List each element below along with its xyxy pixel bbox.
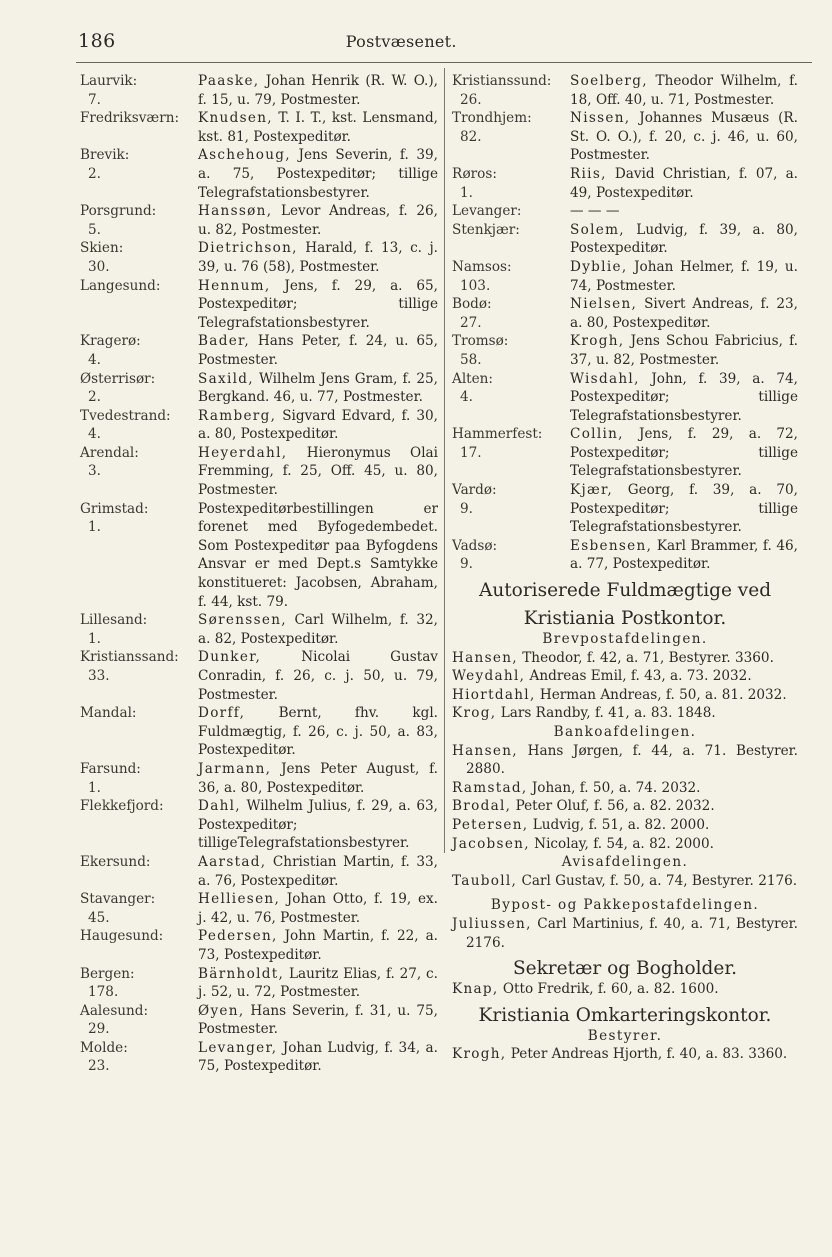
person-details: Jens Schou Fabricius, f. 37, u. 82, Postmester. — [570, 333, 798, 368]
place-cell — [80, 407, 198, 444]
person-name: Hansen, — [452, 649, 518, 666]
directory-entry — [80, 704, 440, 760]
person-details: Theodor, f. 42, a. 71, Bestyrer. 3360. — [517, 649, 774, 666]
entry-description — [198, 611, 438, 648]
place-name: Vardø: — [452, 482, 497, 499]
omkartering-heading: Kristiania Omkarteringskontor. — [478, 1004, 772, 1026]
bypost-title: Bypost- og Pakkepostafdelingen. — [490, 897, 760, 914]
brevpost-list — [452, 649, 798, 723]
person-details: Hans Severin, f. 31, u. 75, Postmester. — [198, 1002, 438, 1038]
person-name: Saxild, — [198, 370, 254, 387]
place-name: Tvedestrand: — [80, 407, 171, 424]
place-cell — [80, 704, 198, 760]
directory-entry — [80, 853, 440, 890]
person-name: Wisdahl, — [570, 370, 640, 387]
entry-description — [198, 277, 438, 333]
right-entry-list — [452, 72, 798, 574]
person-name: Tauboll, — [452, 872, 518, 889]
person-details: Sivert Andreas, f. 23, a. 80, Postexpeditør. — [570, 296, 798, 331]
person-details: T. I. T., kst. Lensmand, kst. 81, Postexpeditør. — [198, 110, 438, 145]
person-name: Jarmann, — [198, 760, 272, 777]
place-cell — [452, 72, 570, 109]
directory-entry — [452, 109, 798, 165]
directory-entry — [80, 1002, 440, 1039]
directory-entry — [80, 611, 440, 648]
place-number: 17. — [460, 444, 482, 461]
person-name: Krogh, — [570, 333, 625, 350]
place-cell — [80, 760, 198, 797]
person-name: Soelberg, — [570, 73, 648, 89]
place-cell — [452, 537, 570, 574]
place-cell — [452, 202, 570, 221]
place-cell — [80, 797, 198, 853]
staff-line — [452, 742, 798, 779]
person-name: Aarstad, — [198, 853, 267, 870]
place-number: 45. — [88, 909, 110, 926]
place-name: Vadsø: — [452, 537, 498, 554]
place-number: 4. — [460, 389, 473, 406]
directory-entry — [80, 500, 440, 612]
place-name: Alten: — [452, 370, 494, 387]
banko-list — [452, 742, 798, 854]
person-details: Peter Oluf, f. 56, a. 82. 2032. — [511, 798, 715, 815]
place-number: 103. — [460, 277, 491, 294]
person-name: Dorff, — [198, 705, 246, 722]
page-number: 186 — [78, 30, 116, 52]
person-details: Jens, f. 29, a. 65, Postexpeditør; tillige Telegrafstationsbestyrer. — [198, 277, 438, 331]
person-name: Hiortdahl, — [452, 686, 536, 703]
place-name: Tromsø: — [452, 333, 509, 350]
directory-entry — [452, 202, 798, 221]
place-cell — [452, 165, 570, 202]
person-name: Nielsen, — [570, 296, 638, 313]
directory-entry — [452, 165, 798, 202]
entry-description — [198, 927, 438, 964]
person-details: Bernt, fhv. kgl. Fuldmægtig, f. 26, c. j. 50, a. 83, Postexpeditør. — [198, 705, 438, 759]
person-details: Johan Ludvig, f. 34, a. 75, Postexpeditør. — [198, 1039, 438, 1075]
page-header — [78, 30, 802, 56]
entry-description — [198, 72, 438, 109]
place-cell — [80, 965, 198, 1002]
person-details: Johan Henrik (R. W. O.), f. 15, u. 79, Postmester. — [198, 73, 438, 108]
place-number: 5. — [88, 221, 101, 238]
avis-list — [452, 872, 798, 891]
directory-entry — [80, 890, 440, 927]
person-details: Wilhelm Julius, f. 29, a. 63, Postexpeditør; tilligeTelegrafstationsbestyrer. — [198, 798, 438, 852]
place-number: 1. — [88, 779, 101, 796]
place-name: Grimstad: — [80, 500, 149, 517]
person-details: Ludvig, f. 39, a. 80, Postexpeditør. — [570, 221, 798, 257]
place-cell — [80, 202, 198, 239]
header-rule — [76, 62, 812, 63]
person-details: Levor Andreas, f. 26, u. 82, Postmester. — [198, 203, 438, 238]
place-cell — [80, 611, 198, 648]
omkartering-subtitle: Bestyrer. — [587, 1027, 663, 1044]
person-details: Jens Peter August, f. 36, a. 80, Postexpeditør. — [198, 760, 438, 796]
place-number: 178. — [88, 984, 119, 1001]
staff-line — [452, 704, 798, 723]
place-name: Flekkefjord: — [80, 798, 164, 815]
person-name: Ramstad, — [452, 779, 528, 796]
person-name: Krogh, — [452, 1046, 507, 1063]
place-cell — [80, 370, 198, 407]
staff-line — [452, 779, 798, 798]
column-divider — [444, 68, 445, 853]
place-name: Levanger: — [452, 203, 522, 220]
entry-description — [570, 202, 798, 221]
entry-description — [198, 853, 438, 890]
person-name: Nissen, — [570, 110, 631, 127]
person-name: Knap, — [452, 981, 499, 998]
directory-entry — [80, 1039, 440, 1076]
place-cell — [452, 109, 570, 165]
person-name: Aschehoug, — [198, 147, 291, 164]
staff-line — [452, 649, 798, 668]
place-number: 3. — [88, 463, 101, 480]
place-name: Røros: — [452, 165, 497, 182]
place-name: Stavanger: — [80, 891, 156, 908]
place-cell — [452, 425, 570, 481]
place-cell — [80, 277, 198, 333]
place-name: Kristianssand: — [80, 649, 179, 666]
place-number: 26. — [460, 91, 482, 108]
entry-description — [198, 239, 438, 276]
person-name: Kjær, — [570, 482, 613, 499]
place-cell — [80, 648, 198, 704]
person-details: Hans Jørgen, f. 44, a. 71. Bestyrer. 2880. — [466, 742, 798, 778]
place-name: Porsgrund: — [80, 203, 157, 220]
place-cell — [452, 295, 570, 332]
directory-entry — [80, 332, 440, 369]
entry-description — [198, 146, 438, 202]
place-cell — [452, 221, 570, 258]
directory-entry — [452, 481, 798, 537]
directory-entry — [80, 239, 440, 276]
place-number: 2. — [88, 165, 101, 182]
entry-description — [198, 797, 438, 853]
brevpost-title: Brevpostafdelingen. — [542, 631, 708, 648]
person-details: Nicolay, f. 54, a. 82. 2000. — [529, 835, 714, 852]
entry-description — [198, 444, 438, 500]
directory-entry — [452, 332, 798, 369]
entry-description — [570, 537, 798, 574]
person-details: Johan Helmer, f. 19, u. 74, Postmester. — [570, 258, 798, 294]
entry-description — [570, 370, 798, 426]
place-name: Brevik: — [80, 147, 130, 164]
place-name: Kristianssund: — [452, 73, 552, 89]
place-number: 23. — [88, 1058, 110, 1075]
place-name: Laurvik: — [80, 73, 138, 89]
directory-entry — [452, 221, 798, 258]
person-details: John, f. 39, a. 74, Postexpeditør; tillige Telegrafstationsbestyrer. — [570, 370, 798, 424]
place-name: Arendal: — [80, 444, 139, 461]
place-number: 58. — [460, 351, 482, 368]
entry-description — [198, 648, 438, 704]
directory-entry — [80, 146, 440, 202]
entry-description — [198, 370, 438, 407]
entry-description — [570, 425, 798, 481]
place-name: Skien: — [80, 240, 124, 257]
person-details: Peter Andreas Hjorth, f. 40, a. 83. 3360. — [506, 1046, 788, 1063]
staff-line — [452, 686, 798, 705]
bypost-list — [452, 915, 798, 952]
person-name: Øyen, — [198, 1002, 245, 1019]
person-name: Collin, — [570, 426, 624, 443]
person-details: Johan Otto, f. 19, ex. j. 42, u. 76, Postmester. — [198, 891, 438, 926]
person-name: Hennum, — [198, 277, 271, 294]
person-details: Ludvig, f. 51, a. 82. 2000. — [528, 816, 710, 833]
person-name: Dunker, — [198, 649, 262, 666]
person-name: Esbensen, — [570, 537, 653, 554]
place-name: Haugesund: — [80, 928, 164, 945]
directory-entry — [80, 370, 440, 407]
place-number: 4. — [88, 426, 101, 443]
person-details: Christian Martin, f. 33, a. 76, Postexpeditør. — [198, 853, 438, 889]
running-title: Postvæsenet. — [345, 32, 457, 51]
person-details: Wilhelm Jens Gram, f. 25, Bergkand. 46, u. 77, Postmester. — [198, 370, 438, 406]
entry-description — [570, 72, 798, 109]
directory-entry — [80, 797, 440, 853]
place-number: 33. — [88, 668, 110, 684]
person-details: Nicolai Gustav Conradin, f. 26, c. j. 50, u. 79, Postmester. — [198, 649, 438, 703]
place-name: Aalesund: — [80, 1002, 149, 1019]
person-details: Postexpeditørbestillingen er forenet med Byfogedembedet. Som Postexpeditør paa Byfogdens Ansvar er med Dept.s Samtykke konstitueret: Jacobsen, Abraham, f. 44, kst. 79. — [198, 500, 438, 610]
person-details: Jens Severin, f. 39, a. 75, Postexpeditør; tillige Telegrafstationsbestyrer. — [198, 147, 438, 201]
fuldmaegtige-heading-1: Autoriserede Fuldmægtige ved — [478, 580, 772, 602]
person-details: John Martin, f. 22, a. 73, Postexpeditør. — [198, 928, 438, 963]
left-column — [80, 72, 440, 1076]
person-name: Helliesen, — [198, 891, 281, 908]
directory-entry — [452, 370, 798, 426]
entry-description — [198, 1039, 438, 1076]
place-number: 1. — [460, 184, 473, 201]
person-name: Paaske, — [198, 73, 260, 89]
directory-entry — [80, 202, 440, 239]
person-name: Ramberg, — [198, 407, 277, 424]
entry-description — [198, 500, 438, 612]
place-name: Stenkjær: — [452, 221, 520, 238]
person-details: Jens, f. 29, a. 72, Postexpeditør; tillige Telegrafstationsbestyrer. — [570, 426, 798, 480]
person-details: Carl Wilhelm, f. 32, a. 82, Postexpeditør. — [198, 612, 438, 647]
person-name: Sørenssen, — [198, 612, 287, 629]
place-number: 9. — [460, 556, 473, 573]
place-cell — [80, 927, 198, 964]
place-name: Østerrisør: — [80, 370, 156, 387]
place-number: 9. — [460, 500, 473, 517]
entry-description — [570, 109, 798, 165]
directory-entry — [80, 407, 440, 444]
right-column — [452, 72, 798, 1064]
place-cell — [80, 146, 198, 202]
person-details: Georg, f. 39, a. 70, Postexpeditør; tillige Telegrafstationsbestyrer. — [570, 482, 798, 536]
person-details: Otto Fredrik, f. 60, a. 82. 1600. — [498, 981, 719, 998]
directory-entry — [80, 760, 440, 797]
person-details: Karl Brammer, f. 46, a. 77, Postexpeditør. — [570, 537, 798, 573]
staff-line — [452, 797, 798, 816]
place-name: Farsund: — [80, 760, 141, 777]
place-number: 1. — [88, 630, 101, 647]
person-name: Jacobsen, — [452, 835, 530, 852]
place-name: Trondhjem: — [452, 110, 532, 127]
entry-description — [198, 965, 438, 1002]
place-name: Mandal: — [80, 705, 137, 722]
entry-description — [198, 202, 438, 239]
person-name: Petersen, — [452, 816, 529, 833]
directory-entry — [452, 258, 798, 295]
place-name: Lillesand: — [80, 612, 148, 629]
entry-description — [570, 221, 798, 258]
directory-entry — [452, 425, 798, 481]
person-details: Harald, f. 13, c. j. 39, u. 76 (58), Postmester. — [198, 240, 438, 275]
person-name: Juliussen, — [452, 915, 532, 932]
person-name: Levanger, — [198, 1039, 278, 1056]
directory-entry — [80, 277, 440, 333]
place-cell — [80, 1002, 198, 1039]
person-details: Theodor Wilhelm, f. 18, Off. 40, u. 71, Postmester. — [570, 73, 798, 108]
entry-description — [570, 295, 798, 332]
person-details: Carl Gustav, f. 50, a. 74, Bestyrer. 2176. — [517, 872, 798, 889]
place-cell — [80, 500, 198, 612]
person-details: Hans Peter, f. 24, u. 65, Postmester. — [198, 333, 438, 368]
person-name: Hansen, — [452, 742, 518, 759]
place-number: 4. — [88, 351, 101, 368]
place-cell — [80, 890, 198, 927]
place-name: Ekersund: — [80, 853, 151, 870]
person-name: Knudsen, — [198, 110, 273, 127]
directory-entry — [80, 648, 440, 704]
person-details: Andreas Emil, f. 43, a. 73. 2032. — [525, 668, 752, 685]
directory-entry — [80, 444, 440, 500]
person-details: Johan, f. 50, a. 74. 2032. — [527, 779, 701, 796]
entry-description — [198, 1002, 438, 1039]
place-cell — [80, 853, 198, 890]
person-name: Brodal, — [452, 798, 512, 815]
place-name: Hammerfest: — [452, 426, 543, 443]
staff-line — [452, 816, 798, 835]
person-name: Weydahl, — [452, 668, 526, 685]
place-name: Molde: — [80, 1039, 128, 1056]
place-number: 30. — [88, 258, 110, 275]
place-number: 27. — [460, 314, 482, 331]
directory-entry — [80, 72, 440, 109]
directory-entry — [452, 72, 798, 109]
person-name: Dietrichson, — [198, 240, 298, 257]
person-name: Bader, — [198, 333, 250, 350]
person-details: David Christian, f. 07, a. 49, Postexpeditør. — [570, 165, 798, 201]
entry-description — [570, 258, 798, 295]
place-name: Namsos: — [452, 258, 512, 275]
entry-description — [198, 890, 438, 927]
place-name: Fredriksværn: — [80, 110, 180, 127]
entry-description — [570, 332, 798, 369]
place-name: Bergen: — [80, 965, 135, 982]
person-name: Dahl, — [198, 798, 241, 815]
staff-line — [452, 915, 798, 952]
place-cell — [452, 370, 570, 426]
staff-line — [452, 872, 798, 891]
entry-description — [198, 332, 438, 369]
directory-entry — [80, 927, 440, 964]
directory-entry — [80, 109, 440, 146]
person-name: Krog, — [452, 705, 497, 722]
place-name: Bodø: — [452, 296, 492, 313]
place-cell — [452, 481, 570, 537]
person-name: Dyblie, — [570, 258, 628, 275]
avis-title: Avisafdelingen. — [561, 854, 689, 871]
place-name: Langesund: — [80, 277, 161, 294]
place-number: 7. — [88, 91, 101, 108]
entry-description — [198, 760, 438, 797]
sekretaer-heading: Sekretær og Bogholder. — [512, 958, 738, 980]
person-name: Heyerdahl, — [198, 444, 288, 461]
place-cell — [80, 72, 198, 109]
staff-line — [452, 667, 798, 686]
place-number: 2. — [88, 389, 101, 406]
place-number: 29. — [88, 1021, 110, 1038]
place-cell — [80, 444, 198, 500]
person-details: Johannes Musæus (R. St. O. O.), f. 20, c. j. 46, u. 60, Postmester. — [570, 110, 798, 164]
place-cell — [452, 258, 570, 295]
person-details: Herman Andreas, f. 50, a. 81. 2032. — [535, 686, 787, 703]
fuldmaegtige-heading-2: Kristiania Postkontor. — [523, 608, 727, 630]
place-cell — [80, 1039, 198, 1076]
person-details: Carl Martinius, f. 40, a. 71, Bestyrer. 2176. — [466, 915, 798, 951]
person-name: Hanssøn, — [198, 203, 273, 220]
place-number: 82. — [460, 128, 482, 145]
place-name: Kragerø: — [80, 333, 141, 350]
directory-entry — [452, 295, 798, 332]
person-name: Riis, — [570, 165, 607, 182]
person-details: Lauritz Elias, f. 27, c. j. 52, u. 72, Postmester. — [198, 965, 438, 1001]
place-cell — [80, 332, 198, 369]
entry-description — [198, 704, 438, 760]
person-details: Hieronymus Olai Fremming, f. 25, Off. 45, u. 80, Postmester. — [198, 444, 438, 499]
place-number: 1. — [88, 519, 101, 536]
place-cell — [80, 109, 198, 146]
omkartering-line — [452, 1045, 798, 1064]
person-name: Bärnholdt, — [198, 965, 285, 982]
person-name: Pedersen, — [198, 928, 278, 945]
person-name: Solem, — [570, 221, 625, 238]
place-cell — [452, 332, 570, 369]
sekretaer-line — [452, 980, 798, 999]
entry-description — [198, 407, 438, 444]
directory-entry — [80, 965, 440, 1002]
directory-entry — [452, 537, 798, 574]
banko-title: Bankoafdelingen. — [553, 724, 697, 740]
person-details: Sigvard Edvard, f. 30, a. 80, Postexpeditør. — [198, 407, 438, 443]
person-details: Lars Randby, f. 41, a. 83. 1848. — [496, 705, 716, 722]
entry-description — [198, 109, 438, 146]
entry-description — [570, 481, 798, 537]
person-details: — — — — [570, 203, 620, 220]
place-cell — [80, 239, 198, 276]
staff-line — [452, 835, 798, 854]
entry-description — [570, 165, 798, 202]
